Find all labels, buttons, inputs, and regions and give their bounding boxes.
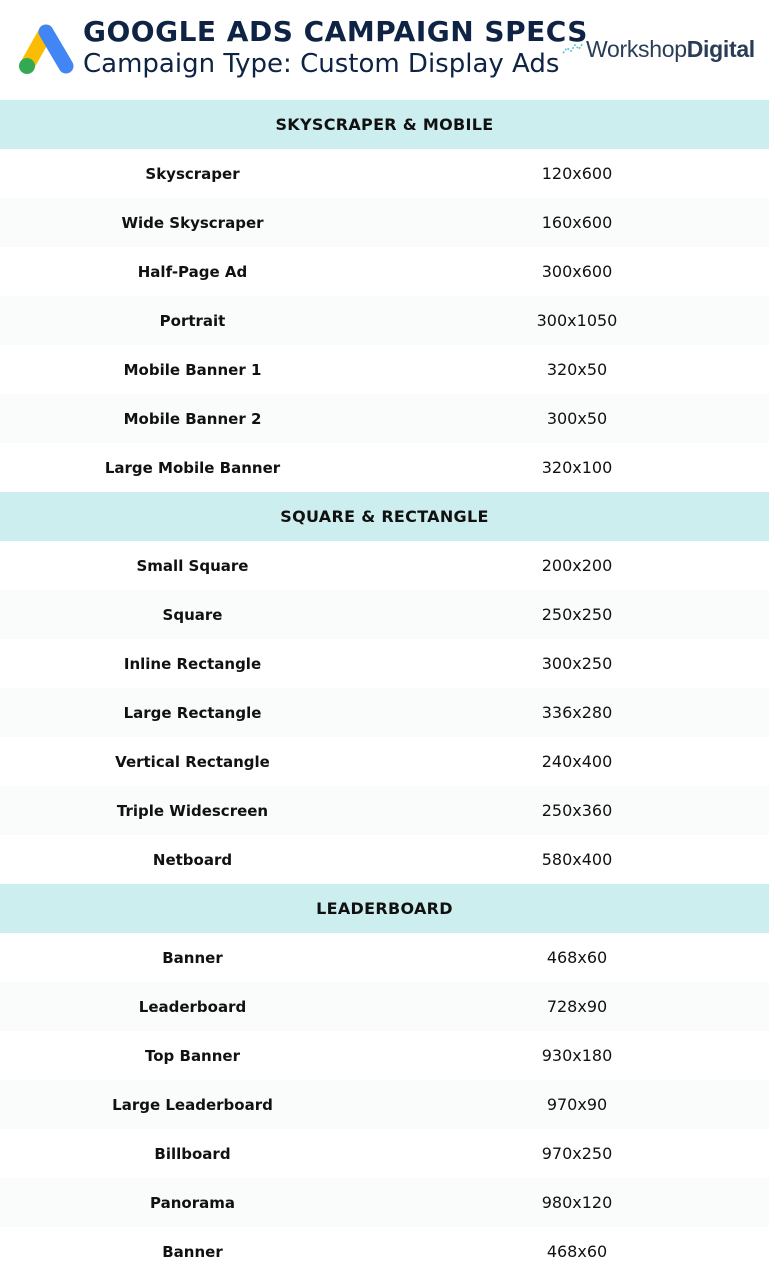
table-row [0,247,769,296]
page-header [0,0,769,100]
ad-name: Mobile Banner 2 [123,409,262,428]
table-row [0,688,769,737]
ad-specs-table [0,100,769,1276]
table-row [0,982,769,1031]
ad-size: 468x60 [546,948,608,967]
ad-name: Billboard [154,1144,231,1163]
page-subtitle: Campaign Type: Custom Display Ads [83,49,560,79]
page-title: GOOGLE ADS CAMPAIGN SPECS [83,15,588,48]
ad-name: Half-Page Ad [137,262,248,281]
table-row [0,345,769,394]
table-row [0,1080,769,1129]
ad-name: Top Banner [145,1046,240,1065]
ad-size: 468x60 [546,1242,608,1261]
ad-size: 970x250 [541,1144,613,1163]
ad-name: Inline Rectangle [123,654,262,673]
table-row [0,394,769,443]
table-row [0,590,769,639]
ad-size: 300x250 [541,654,613,673]
ad-name: Large Mobile Banner [104,458,281,477]
table-row [0,933,769,982]
section-header-skyscraper-mobile: SKYSCRAPER & MOBILE [0,100,769,149]
ad-size: 300x1050 [536,311,618,330]
ad-size: 320x100 [541,458,613,477]
ad-size: 250x360 [541,801,613,820]
ad-name: Wide Skyscraper [121,213,264,232]
table-row [0,786,769,835]
ad-size: 240x400 [541,752,613,771]
ad-size: 930x180 [541,1046,613,1065]
ad-name: Large Rectangle [123,703,262,722]
ad-name: Skyscraper [145,164,240,183]
google-ads-logo-icon [16,22,78,78]
ad-name: Leaderboard [138,997,247,1016]
ad-size: 160x600 [541,213,613,232]
ad-name: Portrait [159,311,226,330]
ad-name: Large Leaderboard [112,1095,273,1114]
table-row [0,835,769,884]
ad-size: 728x90 [546,997,608,1016]
ad-size: 200x200 [541,556,613,575]
ad-size: 580x400 [541,850,613,869]
ad-size: 980x120 [541,1193,613,1212]
table-row [0,1227,769,1276]
ad-size: 250x250 [541,605,613,624]
brand-chart-icon [562,41,584,57]
table-row [0,149,769,198]
ad-name: Vertical Rectangle [115,752,270,771]
ad-name: Triple Widescreen [116,801,269,820]
brand-name-bold: Digital [686,35,755,62]
ad-size: 120x600 [541,164,613,183]
table-row [0,1031,769,1080]
table-row [0,541,769,590]
ad-name: Netboard [152,850,233,869]
ad-name: Square [162,605,223,624]
ad-name: Banner [162,948,223,967]
ad-name: Banner [162,1242,223,1261]
table-row [0,198,769,247]
ad-size: 970x90 [546,1095,608,1114]
section-header-leaderboard: LEADERBOARD [0,884,769,933]
ad-size: 320x50 [546,360,608,379]
table-row [0,1129,769,1178]
brand-logo [562,32,755,66]
table-row [0,639,769,688]
ad-name: Panorama [150,1193,235,1212]
ad-name: Mobile Banner 1 [123,360,262,379]
ad-name: Small Square [136,556,249,575]
ad-size: 336x280 [541,703,613,722]
table-row [0,443,769,492]
table-row [0,1178,769,1227]
section-header-square-rectangle: SQUARE & RECTANGLE [0,492,769,541]
brand-name-light: Workshop [586,35,687,62]
table-row [0,296,769,345]
ad-size: 300x600 [541,262,613,281]
table-row [0,737,769,786]
ad-size: 300x50 [546,409,608,428]
